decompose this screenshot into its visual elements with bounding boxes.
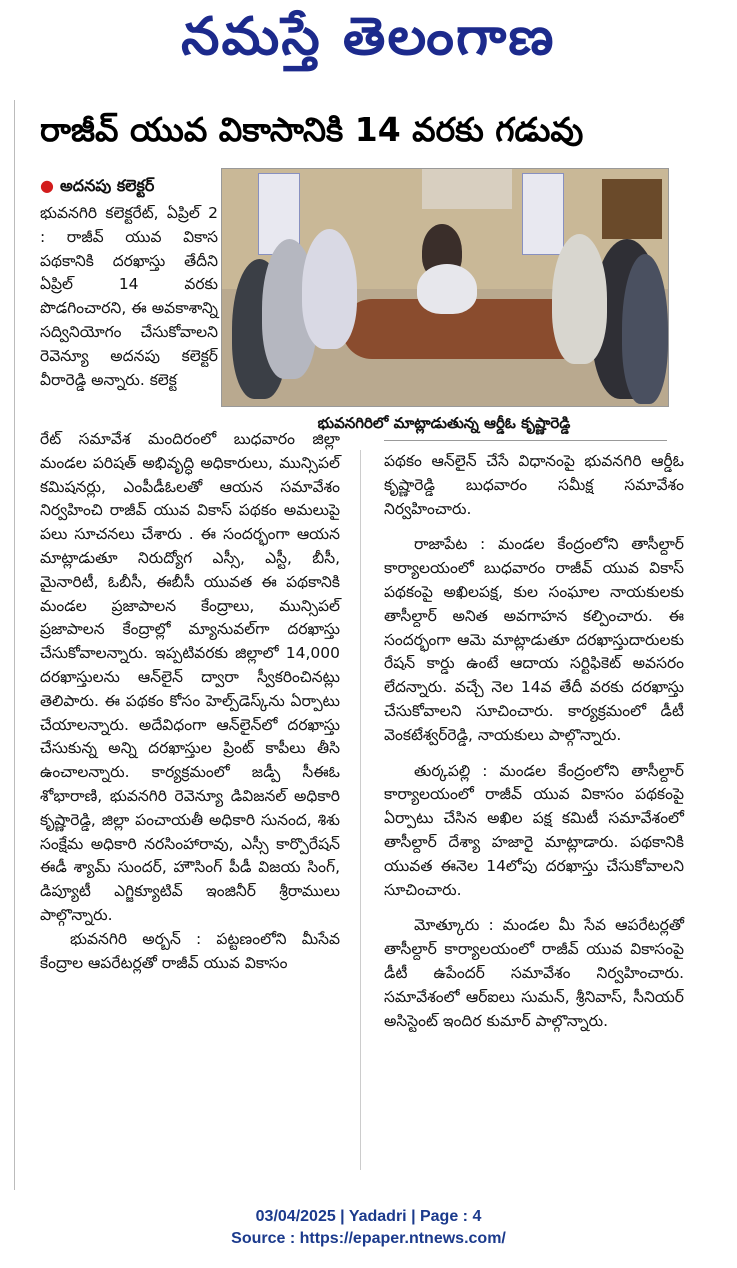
headline: రాజీవ్ యువ వికాసానికి 14 వరకు గడువు (40, 110, 584, 149)
byline-text: అదనపు కలెక్టర్ (59, 176, 155, 195)
intro-text: భువనగిరి కలెక్టరేట్, ఏప్రిల్ 2 : రాజీవ్ యువ వికాస పథకానికి దరఖాస్తు తేదీని ఏప్రిల్ 14 వరకు పొడగించారని, ఈ అవకాశాన్ని సద్వినియోగం చేసుకోవాలని రెవెన్యూ అదనపు కలెక్టర్ వీరారెడ్డి అన్నారు. కలెక్ట (40, 204, 218, 389)
photo-caption: భువనగిరిలో మాట్లాడుతున్న ఆర్డీఓ కృష్ణారెడ్డి (317, 414, 571, 432)
paragraph: రేట్ సమావేశ మందిరంలో బుధవారం జిల్లా మండల పరిషత్ అభివృద్ధి అధికారులు, మున్సిపల్ కమిషనర్లు, ఎంపీడీఓలతో ఆయన సమావేశం నిర్వహించి రాజీవ్ యువ వికాస్ పథకం అమలుపై పలు సూచనలు చేశారు . ఈ సందర్భంగా ఆయన మాట్లాడుతూ నిరుద్యోగ ఎస్సీ, ఎస్టీ, బీసీ, మైనారిటీ, ఓబీసీ, ఈబీసీ యువత ఈ పథకానికి మండల ప్రజాపాలన కేంద్రాలు, మున్సిపల్ ప్రజాపాలన కేంద్రాల్లో మ్యానువల్‌గా దరఖాస్తు చేసుకోవాలన్నారు. ఇప్పటివరకు జిల్లాలో 14,000 దరఖాస్తులను ఆన్‌లైన్ ద్వారా స్వీకరించినట్లు తెలిపారు. ఈ పథకం కోసం హెల్ప్‌డెస్క్‌ను ఏర్పాటు చేయాలన్నారు. అదేవిధంగా ఆన్‌లైన్‌లో దరఖాస్తు చేసుకున్న అన్ని దరఖాస్తుల ప్రింట్ కాపీలు తీసి ఉంచాలన్నారు. కార్యక్రమంలో జడ్పీ సీఈఓ శోభారాణి, భువనగిరి రెవెన్యూ డివిజనల్ అధికారి కృష్ణారెడ్డి, జిల్లా పంచాయతీ అధికారి సునంద, శిశు సంక్షేమ అధికారి నరసింహారావు, ఎస్సీ కార్పొరేషన్ ఈడీ శ్యామ్ సుందర్, హౌసింగ్ పీడీ విజయ సింగ్, డిప్యూటీ ఎగ్జిక్యూటివ్ ఇంజినీర్ శ్రీరాములు పాల్గొన్నారు. (40, 430, 340, 924)
paragraph-rajapet: రాజాపేట : మండల కేంద్రంలోని తాసీల్దార్ కార్యాలయంలో బుధవారం రాజీవ్ యువ వికాస్ పథకంపై అఖిలపక్ష, కుల సంఘాల నాయకులకు తాసీల్దార్ అనిత అవగాహన కల్పించారు. ఈ సందర్భంగా ఆమె మాట్లాడుతూ దరఖాస్తుదారులకు రేషన్ కార్డు ఉంటే ఆదాయ సర్టిఫికెట్ అవసరం లేదన్నారు. వచ్చే నెల 14వ తేదీ వరకు దరఖాస్తు చేసుకోవాలని సూచించారు. కార్యక్రమంలో డీటీ వెంకటేశ్వర్‌రెడ్డి, నాయకులు పాల్గొన్నారు. (384, 535, 684, 744)
column-right (384, 450, 684, 1033)
banner-right (522, 173, 564, 255)
byline (40, 176, 154, 199)
footer-source-link[interactable]: Source : https://epaper.ntnews.com/ (231, 1230, 506, 1247)
paragraph-mothkur: మోత్కూరు : మండల మీ సేవ ఆపరేటర్లతో తాసీల్దార్ కార్యాలయంలో రాజీవ్ యువ వికాసంపై డీటీ ఉపేందర్ సమావేశం నిర్వహించారు. సమావేశంలో ఆర్ఐలు సుమన్, శ్రీనివాస్, సీనియర్ అసిస్టెంట్ ఇందిర కుమార్ పాల్గొన్నారు. (384, 916, 684, 1030)
paragraph-bhuvanagiri-urban: భువనగిరి అర్బన్ : పట్టణంలోని మీసేవ కేంద్రాల ఆపరేటర్లతో రాజీవ్ యువ వికాసం (40, 929, 340, 972)
paragraph-turkapalli: తుర్కపల్లి : మండల కేంద్రంలోని తాసీల్దార్ కార్యాలయంలో రాజీవ్ యువ వికాసం పథకంపై ఏర్పాటు చేసిన అఖిల పక్ష కమిటీ సమావేశంలో తాసీల్దార్ దేశ్యా హజారై మాట్లాడారు. పథకానికి యువత ఈనెల 14లోపు దరఖాస్తు చేసుకోవాలని సూచించారు. (384, 761, 684, 899)
intro-paragraph (40, 202, 218, 392)
news-photo (221, 168, 669, 407)
caption-rule (384, 440, 667, 441)
paragraph: పథకం ఆన్‌లైన్ చేసే విధానంపై భువనగిరి ఆర్డీఓ కృష్ణారెడ్డి బుధవారం సమీక్ష సమావేశం నిర్వహించారు. (384, 452, 684, 518)
footer-date-edition: 03/04/2025 | Yadadri | Page : 4 (255, 1208, 482, 1225)
column-left (40, 428, 340, 975)
footer (0, 1206, 737, 1250)
column-rule (360, 450, 361, 1170)
masthead (0, 0, 737, 80)
page-edge-rule (14, 100, 15, 1190)
masthead-title: నమస్తే తెలంగాణ (181, 6, 556, 67)
bullet-icon: ● (40, 176, 54, 195)
